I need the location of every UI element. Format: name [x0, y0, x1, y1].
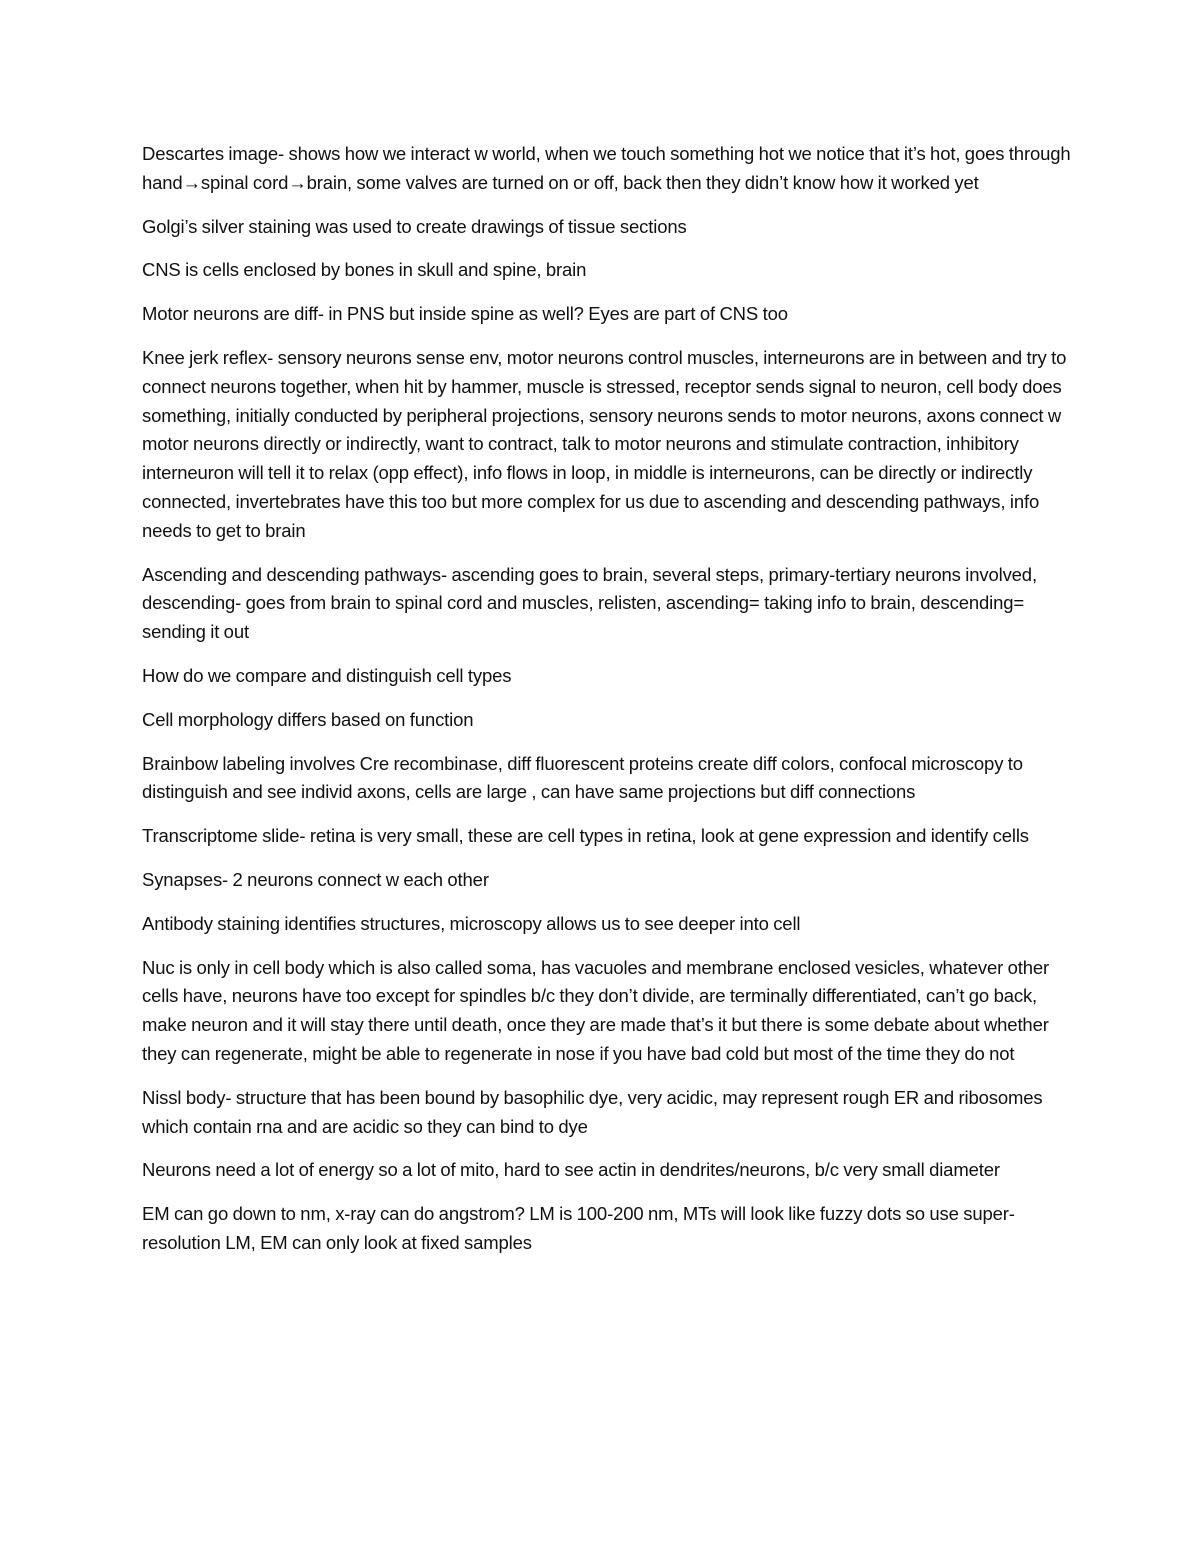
- paragraph-cell-morphology: Cell morphology differs based on function: [142, 708, 474, 730]
- paragraph-microscopy: EM can go down to nm, x-ray can do angstrom? LM is 100-200 nm, MTs will look like fuzzy dots so use super-resolution LM, EM can only look at fixed samples: [142, 1203, 1015, 1253]
- paragraph-nucleus: Nuc is only in cell body which is also called soma, has vacuoles and membrane enclosed vesicles, whatever other cells have, neurons have too except for spindles b/c they don’t divide, are terminally differentiated, can’t go back, make neuron and it will stay there until death, once they are made that’s it but there is some debate about whether they can regenerate, might be able to regenerate in nose if you have bad cold but most of the time they do not: [142, 956, 1050, 1064]
- paragraph-golgi: Golgi’s silver staining was used to create drawings of tissue sections: [142, 215, 687, 237]
- paragraph-cell-types: How do we compare and distinguish cell types: [142, 664, 512, 686]
- paragraph-motor-neurons: Motor neurons are diff- in PNS but inside spine as well? Eyes are part of CNS too: [142, 303, 788, 325]
- paragraph-nissl-body: Nissl body- structure that has been bound by basophilic dye, very acidic, may represent rough ER and ribosomes which contain rna and are acidic so they can bind to dye: [142, 1086, 1043, 1137]
- paragraph-transcriptome: Transcriptome slide- retina is very small, these are cell types in retina, look at gene expression and identify cells: [142, 825, 1029, 847]
- paragraph-synapses: Synapses- 2 neurons connect w each other: [142, 868, 489, 890]
- paragraph-brainbow: Brainbow labeling involves Cre recombinase, diff fluorescent proteins create diff colors, confocal microscopy to distinguish and see individ axons, cells are large , can have same projections but diff connections: [142, 752, 1023, 803]
- paragraph-knee-jerk-reflex: Knee jerk reflex- sensory neurons sense env, motor neurons control muscles, interneurons are in between and try to connect neurons together, when hit by hammer, muscle is stressed, receptor sends signal to neuron, cell body does something, initially conducted by peripheral projections, sensory neurons sends to motor neurons, axons connect w motor neurons directly or indirectly, want to contract, talk to motor neurons and stimulate contraction, inhibitory interneuron will tell it to relax (opp effect), info flows in loop, in middle is interneurons, can be directly or indirectly connected, invertebrates have this too but more complex for us due to ascending and descending pathways, info needs to get to brain: [142, 346, 1067, 541]
- document-page: [142, 140, 1072, 1273]
- paragraph-cns: CNS is cells enclosed by bones in skull and spine, brain: [142, 259, 587, 281]
- paragraph-pathways: Ascending and descending pathways- ascending goes to brain, several steps, primary-tertiary neurons involved, descending- goes from brain to spinal cord and muscles, relisten, ascending= taking info to brain, descending= sending it out: [142, 563, 1037, 643]
- paragraph-neuron-energy: Neurons need a lot of energy so a lot of mito, hard to see actin in dendrites/neurons, b/c very small diameter: [142, 1159, 1000, 1181]
- paragraph-descartes: Descartes image- shows how we interact w world, when we touch something hot we notice that it’s hot, goes through hand→spinal cord→brain, some valves are turned on or off, back then they didn’t know how it worked yet: [142, 143, 1071, 193]
- paragraph-antibody-staining: Antibody staining identifies structures, microscopy allows us to see deeper into cell: [142, 912, 801, 934]
